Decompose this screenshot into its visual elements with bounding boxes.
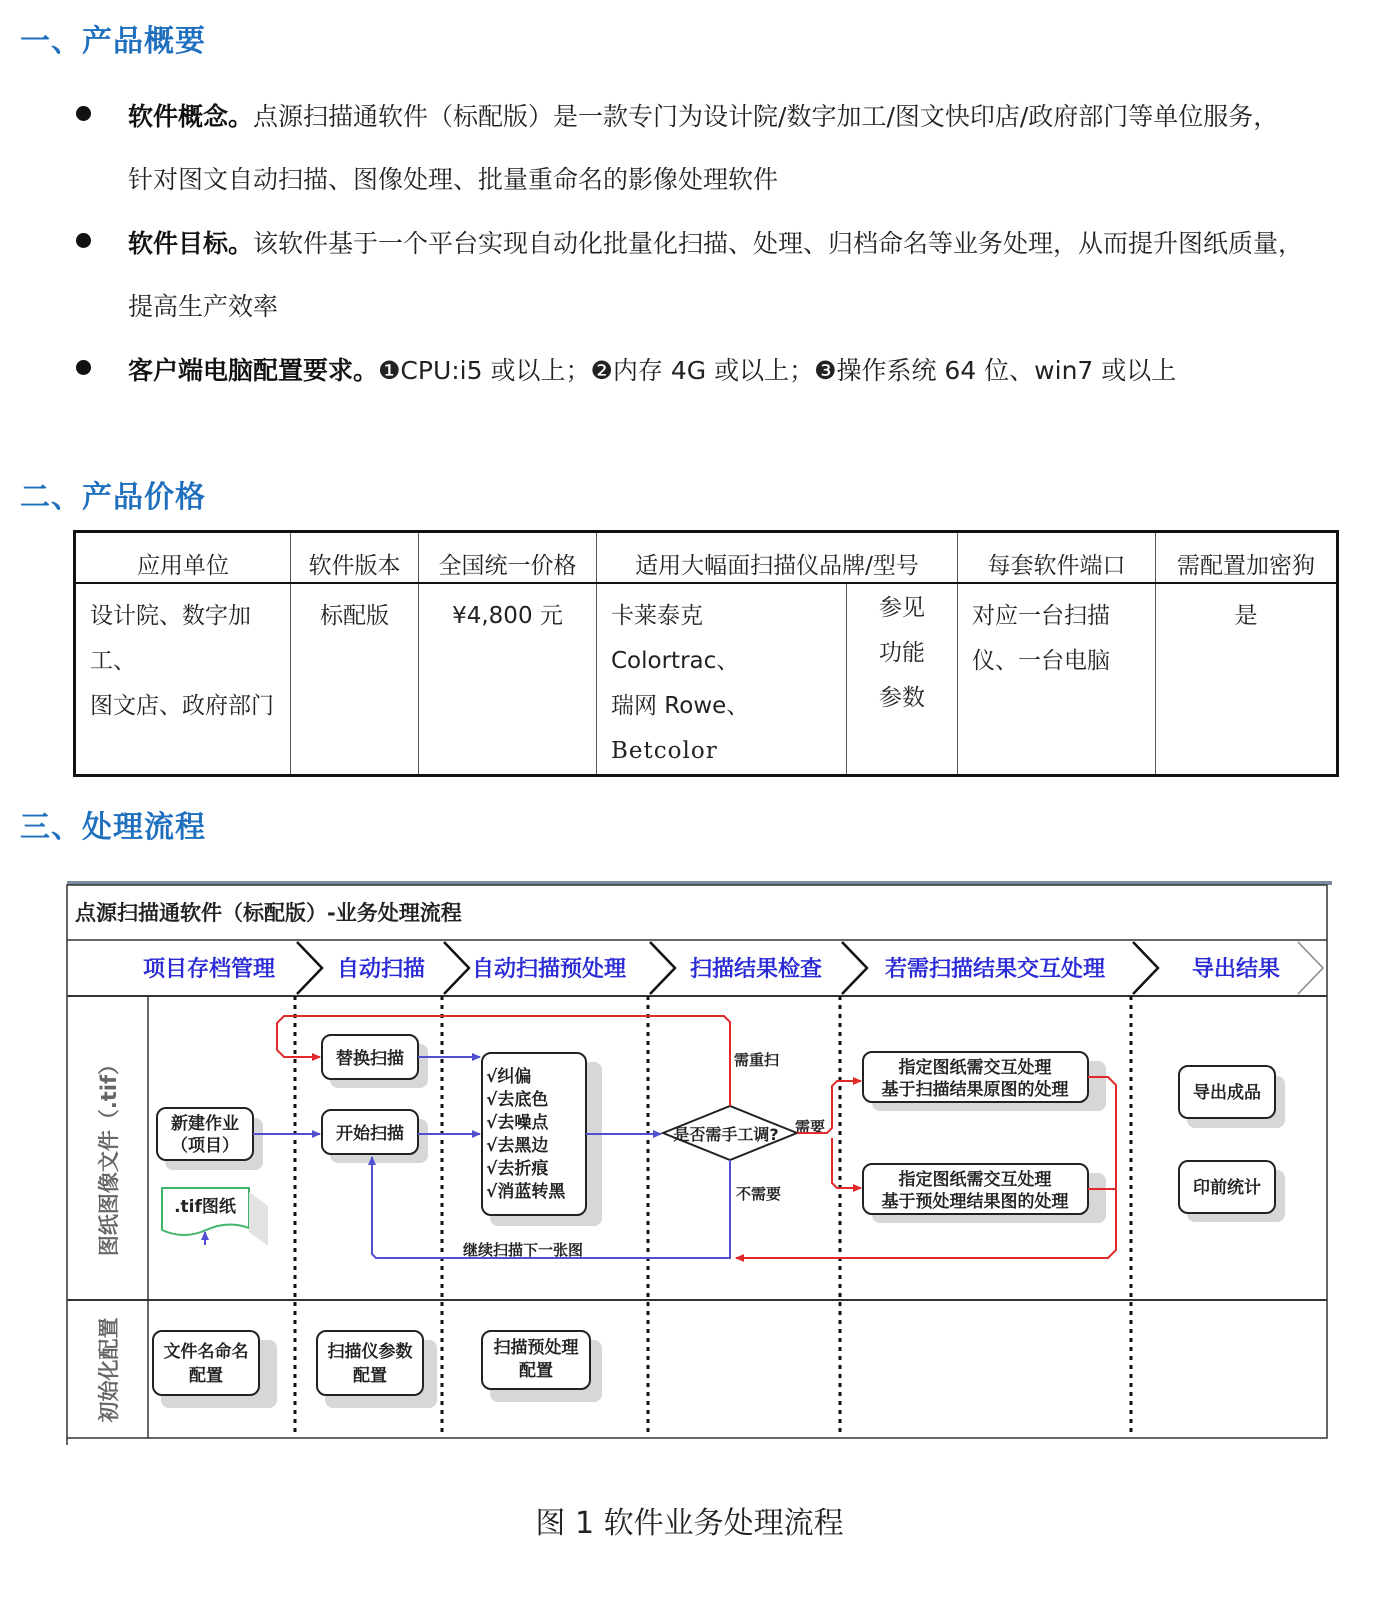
section-title-price: 二、产品价格 — [20, 480, 206, 515]
phase-label: 若需扫描结果交互处理 — [885, 957, 1106, 982]
lane-label: 图纸图像文件（.tif） — [97, 1053, 121, 1257]
cell-line: 功能 — [879, 640, 925, 666]
phase-label: 导出结果 — [1192, 957, 1281, 982]
box-text: 开始扫描 — [336, 1124, 404, 1144]
box-text: 配置 — [353, 1366, 387, 1386]
preprocess-item: √去折痕 — [486, 1159, 549, 1179]
figure-caption: 图 1 软件业务处理流程 — [535, 1506, 844, 1541]
edge-label: 需要 — [795, 1118, 826, 1136]
bullet-text: 点源扫描通软件（标配版）是一款专门为设计院/数字加工/图文快印店/政府部门等单位服务， — [253, 102, 1279, 131]
column-header: 应用单位 — [75, 532, 291, 584]
decision-text: 是否需手工调? — [673, 1125, 779, 1144]
box-text: 基于扫描结果原图的处理 — [881, 1080, 1069, 1100]
cell-dongle: 是 — [1156, 583, 1338, 776]
preprocess-item: √去底色 — [486, 1090, 549, 1110]
box-text: .tif图纸 — [174, 1197, 236, 1217]
box-text: 印前统计 — [1193, 1178, 1261, 1198]
cell-line: Betcolor — [611, 738, 718, 764]
box-text: 文件名命名 — [163, 1342, 249, 1362]
edge-label: 继续扫描下一张图 — [463, 1241, 584, 1259]
section-title-overview: 一、产品概要 — [20, 24, 206, 59]
box-text: 替换扫描 — [336, 1049, 404, 1069]
cell-line: 参见 — [879, 595, 925, 621]
cell-line: 瑞网 Rowe、 — [611, 693, 750, 719]
column-header: 全国统一价格 — [419, 532, 597, 584]
box-text: 指定图纸需交互处理 — [898, 1058, 1052, 1078]
bullet-text: 该软件基于一个平台实现自动化批量化扫描、处理、归档命名等业务处理，从而提升图纸质量， — [253, 229, 1304, 258]
column-header: 软件版本 — [291, 532, 419, 584]
flow-title: 点源扫描通软件（标配版）-业务处理流程 — [75, 901, 462, 925]
box-text: 配置 — [519, 1361, 553, 1381]
box-text: 基于预处理结果图的处理 — [881, 1192, 1069, 1212]
phase-label: 项目存档管理 — [143, 957, 276, 982]
bullet-concept-cont: 针对图文自动扫描、图像处理、批量重命名的影像处理软件 — [128, 165, 779, 194]
preprocess-item: √去黑边 — [486, 1136, 549, 1156]
box-text: 配置 — [189, 1366, 223, 1386]
cell-version: 标配版 — [291, 583, 419, 776]
box-text: 指定图纸需交互处理 — [898, 1170, 1052, 1190]
preprocess-item: √消蓝转黑 — [486, 1182, 566, 1202]
cell-price: ¥4,800 元 — [419, 583, 597, 776]
bullet-text: ❶CPU:i5 或以上；❷内存 4G 或以上；❸操作系统 64 位、win7 或以上 — [378, 356, 1177, 385]
cell-line: 仪、一台电脑 — [972, 648, 1110, 674]
column-header: 需配置加密狗 — [1156, 532, 1338, 584]
lane-label: 初始化配置 — [97, 1317, 121, 1423]
cell-line: 图文店、政府部门 — [90, 693, 274, 719]
column-header: 每套软件端口 — [958, 532, 1156, 584]
phase-label: 自动扫描 — [337, 957, 426, 982]
cell-line: 设计院、数字加工、 — [90, 603, 251, 674]
box-text: 新建作业 — [171, 1114, 239, 1134]
cell-line: 卡莱泰克 Colortrac、 — [611, 603, 740, 674]
box-text: 扫描预处理 — [493, 1338, 579, 1358]
section-title-process: 三、处理流程 — [20, 810, 206, 845]
cell-line: 参数 — [879, 685, 925, 711]
box-text: （项目） — [171, 1136, 239, 1156]
bullet-label: 软件目标。 — [128, 229, 254, 258]
bullet-goal-cont: 提高生产效率 — [128, 292, 279, 321]
bullet-label: 软件概念。 — [128, 102, 254, 131]
edge-label: 不需要 — [736, 1185, 782, 1203]
preprocess-item: √去噪点 — [486, 1113, 549, 1133]
phase-label: 扫描结果检查 — [690, 957, 823, 982]
phase-label: 自动扫描预处理 — [472, 957, 627, 982]
box-text: 导出成品 — [1193, 1083, 1261, 1103]
box-text: 扫描仪参数 — [327, 1342, 413, 1362]
column-header: 适用大幅面扫描仪品牌/型号 — [597, 532, 958, 584]
edge-label: 需重扫 — [734, 1051, 780, 1069]
preprocess-item: √纠偏 — [486, 1067, 532, 1087]
cell-line: 对应一台扫描 — [972, 603, 1110, 629]
bullet-label: 客户端电脑配置要求。 — [128, 356, 379, 385]
